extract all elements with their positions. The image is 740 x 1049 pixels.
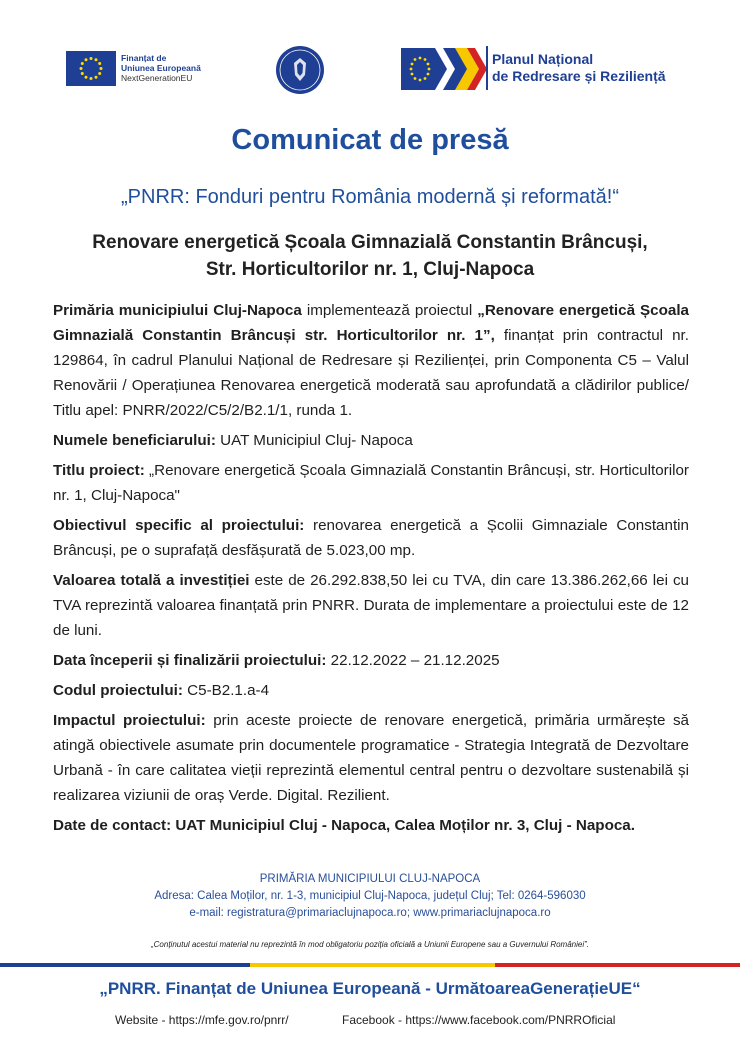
pnrr-logo-text — [492, 51, 666, 85]
objective-paragraph — [53, 513, 689, 563]
website-link[interactable]: Website - https://mfe.gov.ro/pnrr/ — [115, 1013, 289, 1027]
eu-text-line1: Finanțat de — [121, 53, 167, 63]
stripe-yellow — [250, 963, 495, 967]
value-paragraph — [53, 568, 689, 643]
dates-value: 22.12.2022 – 21.12.2025 — [326, 652, 500, 669]
project-value: „Renovare energetică Școala Gimnazială Constantin Brâncuși, str. Horticultorilor nr. 1, Cluj-Napoca" — [53, 462, 689, 504]
footer-address: Adresa: Calea Moților, nr. 1-3, municipiul Cluj-Napoca, județul Cluj; Tel: 0264-596030 — [154, 890, 586, 902]
contact-text: Date de contact: UAT Municipiul Cluj - Napoca, Calea Moților nr. 3, Cluj - Napoca. — [53, 817, 635, 834]
impact-label: Impactul proiectului: — [53, 712, 206, 729]
project-title-line2: Str. Horticultorilor nr. 1, Cluj-Napoca — [205, 259, 535, 280]
subtitle: „PNRR: Fonduri pentru România modernă și reformată!“ — [121, 186, 619, 208]
intro-bold-org: Primăria municipiului Cluj-Napoca — [53, 302, 302, 319]
facebook-link[interactable]: Facebook - https://www.facebook.com/PNRROficial — [342, 1013, 616, 1027]
project-paragraph — [53, 458, 689, 508]
footer-slogan: „PNRR. Finanțat de Uniunea Europeană - UrmătoareaGenerațieUE“ — [99, 979, 641, 998]
objective-label: Obiectivul specific al proiectului: — [53, 517, 305, 534]
code-value: C5-B2.1.a-4 — [182, 682, 270, 699]
code-label: Codul proiectului: — [53, 682, 183, 699]
government-seal-logo — [275, 45, 325, 95]
eu-text-line2: Uniunea Europeană — [121, 63, 201, 73]
footer-email[interactable]: e-mail: registratura@primariaclujnapoca.ro; www.primariaclujnapoca.ro — [189, 907, 551, 919]
intro-bold-project: „Renovare energetică Școala Gimnazială Constantin Brâncuși str. Horticultorilor nr. 1”, — [53, 302, 689, 344]
tricolor-stripe — [0, 963, 740, 967]
pnrr-logo — [401, 44, 487, 94]
eu-flag-logo — [66, 51, 116, 86]
impact-paragraph — [53, 708, 689, 808]
disclaimer: „Conținutul acestui material nu reprezintă în mod obligatoriu poziția oficială a Uniunii Europene sau a Guvernului României”. — [150, 940, 589, 949]
value-label: Valoarea totală a investiției — [53, 572, 250, 589]
project-label: Titlu proiect: — [53, 462, 145, 479]
intro-text1: implementează proiectul — [301, 302, 478, 319]
beneficiary-paragraph — [53, 428, 689, 453]
footer-org-name: PRIMĂRIA MUNICIPIULUI CLUJ-NAPOCA — [259, 873, 481, 885]
project-title — [0, 229, 740, 283]
footer-organization — [0, 871, 740, 922]
code-paragraph — [53, 678, 689, 703]
project-title-line1: Renovare energetică Școala Gimnazială Constantin Brâncuși, — [92, 232, 648, 253]
beneficiary-label: Numele beneficiarului: — [53, 432, 216, 449]
eu-funding-text — [121, 53, 201, 83]
pnrr-text-line1: Planul Național — [492, 51, 594, 67]
dates-paragraph — [53, 648, 689, 673]
press-release-body — [53, 298, 689, 843]
dates-label: Data începerii și finalizării proiectului: — [53, 652, 327, 669]
eu-text-line3: NextGenerationEU — [121, 73, 193, 83]
pnrr-separator — [486, 46, 488, 90]
impact-value: prin aceste proiecte de renovare energetică, primăria urmărește să atingă obiectivele asumate prin documentele programatice - Strategia Integrată de Dezvoltare Urbană - în care calitatea vieții reprezintă elementul central pentru o dezvoltare sustenabilă și realizarea viziunii de oraș Verde. Digital. Rezilient. — [53, 712, 689, 804]
stripe-red — [495, 963, 740, 967]
objective-value: renovarea energetică a Școlii Gimnaziale Constantin Brâncuși, pe o suprafață desfășurată de 5.023,00 mp. — [53, 517, 689, 559]
stripe-blue — [0, 963, 250, 967]
pnrr-text-line2: de Redresare și Reziliență — [492, 68, 666, 84]
contact-paragraph — [53, 813, 689, 838]
intro-paragraph — [53, 298, 689, 423]
beneficiary-value: UAT Municipiul Cluj- Napoca — [215, 432, 413, 449]
value-text: este de 26.292.838,50 lei cu TVA, din care 13.386.262,66 lei cu TVA reprezintă valoarea finanțată prin PNRR. Durata de implementare a proiectului este de 12 de luni. — [53, 572, 689, 639]
intro-text2: finanțat prin contractul nr. 129864, în cadrul Planului Național de Redresare și Rezilienței, prin Componenta C5 – Valul Renovării / Operațiunea Renovarea energetică moderată sau aprofundată a clădirilor publice/ Titlu apel: PNRR/2022/C5/2/B2.1/1, runda 1. — [53, 327, 689, 419]
page-title: Comunicat de presă — [231, 124, 509, 156]
